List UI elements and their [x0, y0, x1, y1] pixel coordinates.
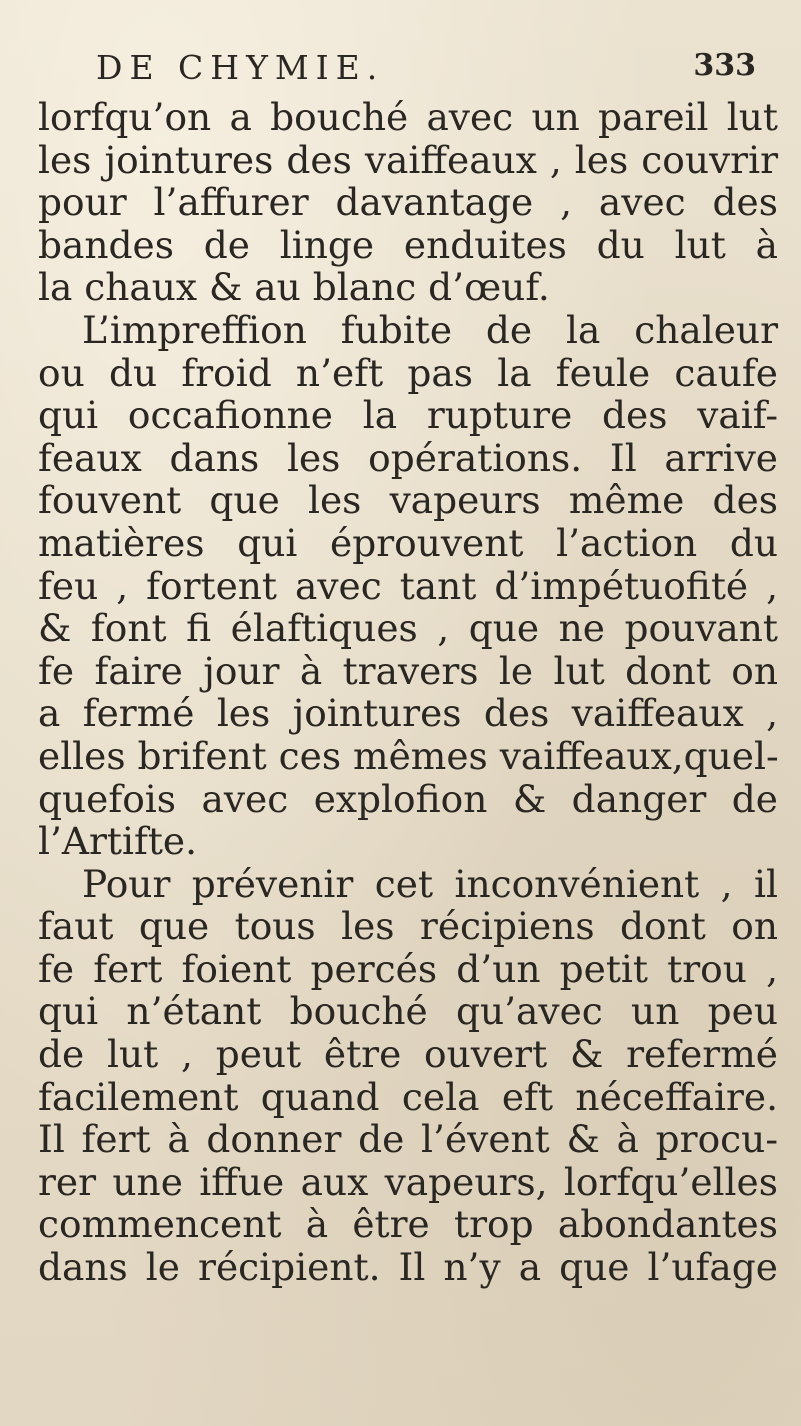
- text-line: & font fi élaftiques , que ne pouvant: [38, 606, 778, 651]
- text-line: feu , fortent avec tant d’impétuofité ,: [38, 563, 778, 608]
- text-line: lorfqu’on a bouché avec un pareil lut: [38, 95, 778, 139]
- text-line: les jointures des vaiffeaux , les couvrir: [38, 137, 778, 182]
- text-line: quefois avec explofion & danger de: [38, 776, 778, 821]
- text-line: facilement quand cela eft néceffaire.: [38, 1074, 778, 1119]
- page-number: 333: [693, 48, 756, 83]
- text-line: fe faire jour à travers le lut dont on: [38, 648, 778, 693]
- text-line: Pour prévenir cet inconvénient , il: [82, 861, 778, 906]
- body-text: [38, 96, 778, 1289]
- text-line: dans le récipient. Il n’y a que l’ufage: [38, 1245, 778, 1290]
- text-line: bandes de linge enduites du lut à: [38, 222, 778, 267]
- running-title: DE CHYMIE.: [96, 48, 385, 87]
- text-line: pour l’affurer davantage , avec des: [38, 180, 778, 225]
- text-line: elles brifent ces mêmes vaiffeaux,quel-: [38, 733, 779, 778]
- text-line: feaux dans les opérations. Il arrive: [38, 435, 778, 480]
- text-line: ou du froid n’eft pas la feule caufe: [38, 350, 778, 395]
- text-line: rer une iffue aux vapeurs, lorfqu’elles: [38, 1159, 778, 1204]
- text-line: la chaux & au blanc d’œuf.: [38, 265, 550, 310]
- text-line: qui occafionne la rupture des vaif-: [38, 393, 778, 438]
- text-line: faut que tous les récipiens dont on: [38, 904, 778, 949]
- text-line: commencent à être trop abondantes: [38, 1202, 778, 1247]
- text-line: a fermé les jointures des vaiffeaux ,: [38, 691, 778, 736]
- text-line: qui n’étant bouché qu’avec un peu: [38, 989, 778, 1034]
- text-line: fouvent que les vapeurs même des: [38, 478, 778, 523]
- text-line: fe fert foient percés d’un petit trou ,: [38, 946, 778, 991]
- page-header: [96, 48, 756, 92]
- text-line: de lut , peut être ouvert & refermé: [38, 1032, 778, 1077]
- text-line: Il fert à donner de l’évent & à procu-: [38, 1117, 778, 1162]
- text-line: L’impreffion fubite de la chaleur: [82, 307, 778, 352]
- text-line: l’Artifte.: [38, 819, 198, 864]
- text-line: matières qui éprouvent l’action du: [38, 520, 778, 565]
